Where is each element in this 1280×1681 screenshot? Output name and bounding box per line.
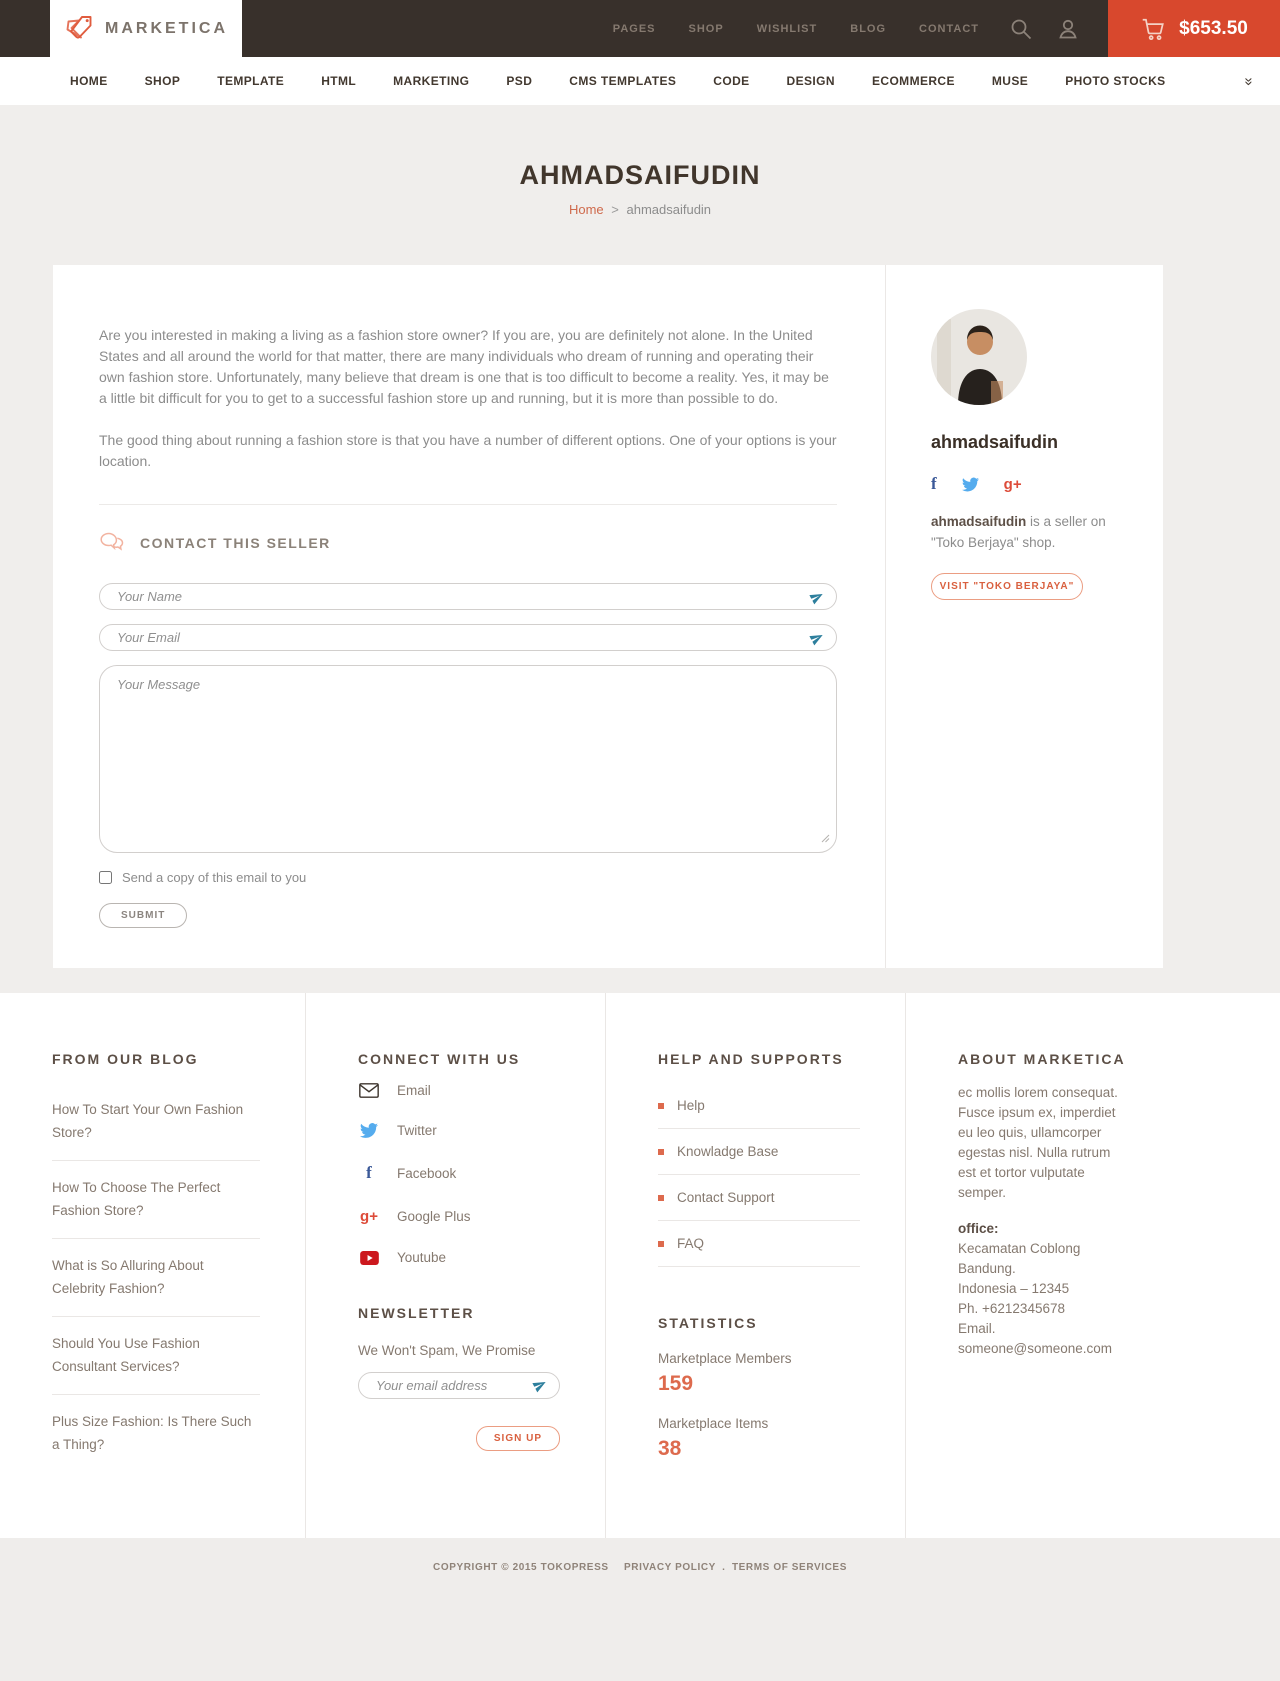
nav-item[interactable]: MUSE [991, 74, 1029, 88]
main-nav-items [70, 74, 1166, 88]
cart-total: $653.50 [1179, 17, 1248, 39]
connect-facebook-link[interactable] [358, 1163, 560, 1183]
email-field-wrap [99, 624, 837, 651]
search-icon[interactable] [1009, 17, 1033, 41]
send-copy-row [99, 870, 837, 885]
privacy-policy-link[interactable]: PRIVACY POLICY [624, 1562, 716, 1573]
seller-description-name: ahmadsaifudin [931, 514, 1027, 529]
topbar-link[interactable]: CONTACT [919, 22, 979, 35]
content-card [53, 265, 1163, 968]
connect-twitter-link[interactable] [358, 1123, 560, 1138]
stat-label: Marketplace Items [658, 1416, 769, 1431]
breadcrumb-home-link[interactable]: Home [568, 202, 604, 217]
footer-about-heading: ABOUT MARKETICA [958, 1051, 1126, 1067]
footer [0, 993, 1280, 1538]
nav-item[interactable]: TEMPLATE [217, 74, 285, 88]
stat-value: 159 [658, 1372, 694, 1395]
topbar-icons [1009, 17, 1080, 41]
top-header [0, 0, 1280, 57]
nav-item[interactable]: MARKETING [393, 74, 470, 88]
topbar-link[interactable]: WISHLIST [756, 22, 818, 35]
breadcrumb-separator: > [611, 202, 619, 217]
newsletter-email-input[interactable] [358, 1372, 560, 1399]
blog-post-link[interactable]: How To Choose The Perfect Fashion Store? [52, 1161, 260, 1239]
square-bullet-icon [658, 1149, 664, 1155]
send-copy-checkbox[interactable] [99, 871, 112, 884]
footer-about-column [905, 993, 1280, 1538]
help-link[interactable] [658, 1129, 860, 1175]
contact-seller-heading [99, 531, 837, 555]
connect-label: Facebook [397, 1165, 457, 1181]
footer-connect-heading: CONNECT WITH US [358, 1051, 521, 1067]
nav-item[interactable]: SHOP [144, 74, 181, 88]
nav-item[interactable]: ECOMMERCE [871, 74, 955, 88]
name-field-wrap [99, 583, 837, 610]
address-line: Bandung. [958, 1261, 1016, 1276]
logo[interactable] [50, 0, 242, 57]
connect-email-link[interactable] [358, 1083, 560, 1098]
topbar-links [613, 23, 979, 35]
connect-label: Youtube [397, 1250, 447, 1265]
square-bullet-icon [658, 1241, 664, 1247]
nav-item[interactable]: HTML [321, 74, 357, 88]
facebook-icon: f [366, 1163, 372, 1182]
blog-post-link[interactable]: What is So Alluring About Celebrity Fashion? [52, 1239, 260, 1317]
office-label: office: [958, 1221, 999, 1236]
twitter-icon[interactable] [962, 477, 979, 492]
newsletter-section [358, 1305, 560, 1451]
footer-help-heading: HELP AND SUPPORTS [658, 1051, 844, 1067]
resize-handle[interactable] [821, 830, 830, 848]
contact-seller-title: CONTACT THIS SELLER [140, 535, 331, 551]
breadcrumb [0, 202, 1280, 217]
stat-value: 38 [658, 1437, 682, 1460]
nav-item[interactable]: PHOTO STOCKS [1065, 74, 1166, 88]
bottom-bar [0, 1538, 1280, 1681]
address-line: Kecamatan Coblong [958, 1241, 1081, 1256]
help-link[interactable] [658, 1083, 860, 1129]
envelope-icon [358, 1083, 380, 1098]
nav-item[interactable]: DESIGN [786, 74, 835, 88]
facebook-icon[interactable]: f [931, 474, 937, 493]
article-paragraph: The good thing about running a fashion store is that you have a number of different options. One of your options is your location. [99, 432, 837, 469]
name-input[interactable] [99, 583, 837, 610]
connect-label: Email [397, 1083, 431, 1098]
topbar-link[interactable]: PAGES [612, 22, 656, 35]
newsletter-heading: NEWSLETTER [358, 1305, 475, 1321]
square-bullet-icon [658, 1103, 664, 1109]
square-bullet-icon [658, 1195, 664, 1201]
twitter-icon [358, 1123, 380, 1138]
connect-label: Google Plus [397, 1209, 471, 1224]
terms-link[interactable]: TERMS OF SERVICES [731, 1562, 847, 1573]
footer-help-column [605, 993, 905, 1538]
address-line: Indonesia – 12345 [958, 1281, 1070, 1296]
help-link-label: FAQ [677, 1236, 705, 1251]
youtube-icon [358, 1251, 380, 1265]
page-title: AHMADSAIFUDIN [519, 160, 761, 190]
footer-blog-list [52, 1083, 260, 1472]
help-link-label: Knowladge Base [677, 1144, 779, 1159]
breadcrumb-current: ahmadsaifudin [626, 202, 712, 217]
address-line: Email. someone@someone.com [958, 1321, 1113, 1356]
footer-blog-heading: FROM OUR BLOG [52, 1051, 199, 1067]
topbar-link[interactable]: SHOP [688, 22, 724, 35]
statistics-heading: STATISTICS [658, 1315, 758, 1331]
connect-googleplus-link[interactable] [358, 1208, 560, 1225]
seller-description [931, 511, 1109, 553]
section-divider [99, 504, 837, 505]
nav-item[interactable]: PSD [506, 74, 533, 88]
help-link-label: Help [677, 1098, 705, 1113]
cart-button[interactable] [1108, 0, 1280, 57]
google-plus-icon[interactable]: g+ [1003, 475, 1022, 493]
cart-icon [1140, 16, 1166, 42]
submit-button[interactable]: SUBMIT [99, 903, 187, 928]
user-account-icon[interactable] [1056, 17, 1080, 41]
help-link-label: Contact Support [677, 1190, 775, 1205]
help-link[interactable] [658, 1221, 860, 1267]
blog-post-link[interactable]: How To Start Your Own Fashion Store? [52, 1083, 260, 1161]
seller-avatar [931, 309, 1027, 405]
seller-sidebar [886, 265, 1163, 968]
blog-post-link[interactable]: Plus Size Fashion: Is There Such a Thing? [52, 1414, 252, 1452]
signup-button[interactable]: SIGN UP [476, 1426, 560, 1451]
email-input[interactable] [99, 624, 837, 651]
nav-item[interactable]: HOME [70, 74, 108, 88]
seller-description-rest: is a seller on "Toko Berjaya" shop. [931, 514, 1106, 550]
newsletter-tagline: We Won't Spam, We Promise [358, 1343, 536, 1358]
copyright-text: COPYRIGHT © 2015 TOKOPRESS [433, 1562, 609, 1573]
address-line: Ph. +6212345678 [958, 1301, 1065, 1316]
footer-connect-column [305, 993, 605, 1538]
topbar-link[interactable]: BLOG [850, 22, 887, 35]
nav-item[interactable]: CMS TEMPLATES [569, 74, 677, 88]
seller-content [53, 265, 886, 968]
nav-item[interactable]: CODE [713, 74, 750, 88]
contact-seller-form [99, 583, 837, 928]
blog-post-link[interactable]: Should You Use Fashion Consultant Services? [52, 1317, 260, 1395]
main-navigation [0, 57, 1280, 105]
stat-label: Marketplace Members [658, 1351, 792, 1366]
message-textarea[interactable] [99, 665, 837, 853]
about-text: ec mollis lorem consequat. Fusce ipsum ex, imperdiet eu leo quis, ullamcorper egestas nisl. Nulla rutrum est et tortor vulputate semper. [958, 1085, 1118, 1200]
footer-blog-column [0, 993, 305, 1538]
google-plus-icon: g+ [360, 1208, 378, 1225]
article-paragraph: Are you interested in making a living as a fashion store owner? If you are, you are definitely not alone. In the United States and all around the world for that matter, there are many individuals who dream of running and operating their own fashion store. Unfortunately, many believe that dream is one that is too difficult to become a reality. Yes, it may be a little bit difficult for you to get to a successful fashion store up and running, but it is more than possible to do. [99, 327, 829, 406]
marketica-tag-icon [64, 14, 94, 44]
statistics-section [658, 1315, 860, 1461]
office-address [958, 1239, 1130, 1359]
seller-name: ahmadsaifudin [931, 432, 1059, 452]
connect-label: Twitter [397, 1123, 437, 1138]
chat-bubbles-icon [99, 531, 126, 555]
newsletter-field-wrap [358, 1372, 560, 1399]
send-copy-label: Send a copy of this email to you [122, 870, 307, 885]
connect-youtube-link[interactable] [358, 1250, 560, 1265]
help-link[interactable] [658, 1175, 860, 1221]
article-text [99, 325, 837, 472]
link-separator: . [722, 1562, 726, 1573]
page-header [0, 105, 1280, 265]
brand-name: MARKETICA [105, 19, 228, 37]
message-field-wrap [99, 665, 837, 858]
seller-social-links [931, 474, 1125, 494]
chevron-double-down-icon[interactable]: » [1240, 76, 1258, 86]
visit-shop-button[interactable]: VISIT "TOKO BERJAYA" [931, 573, 1083, 600]
footer-help-list [658, 1083, 860, 1267]
